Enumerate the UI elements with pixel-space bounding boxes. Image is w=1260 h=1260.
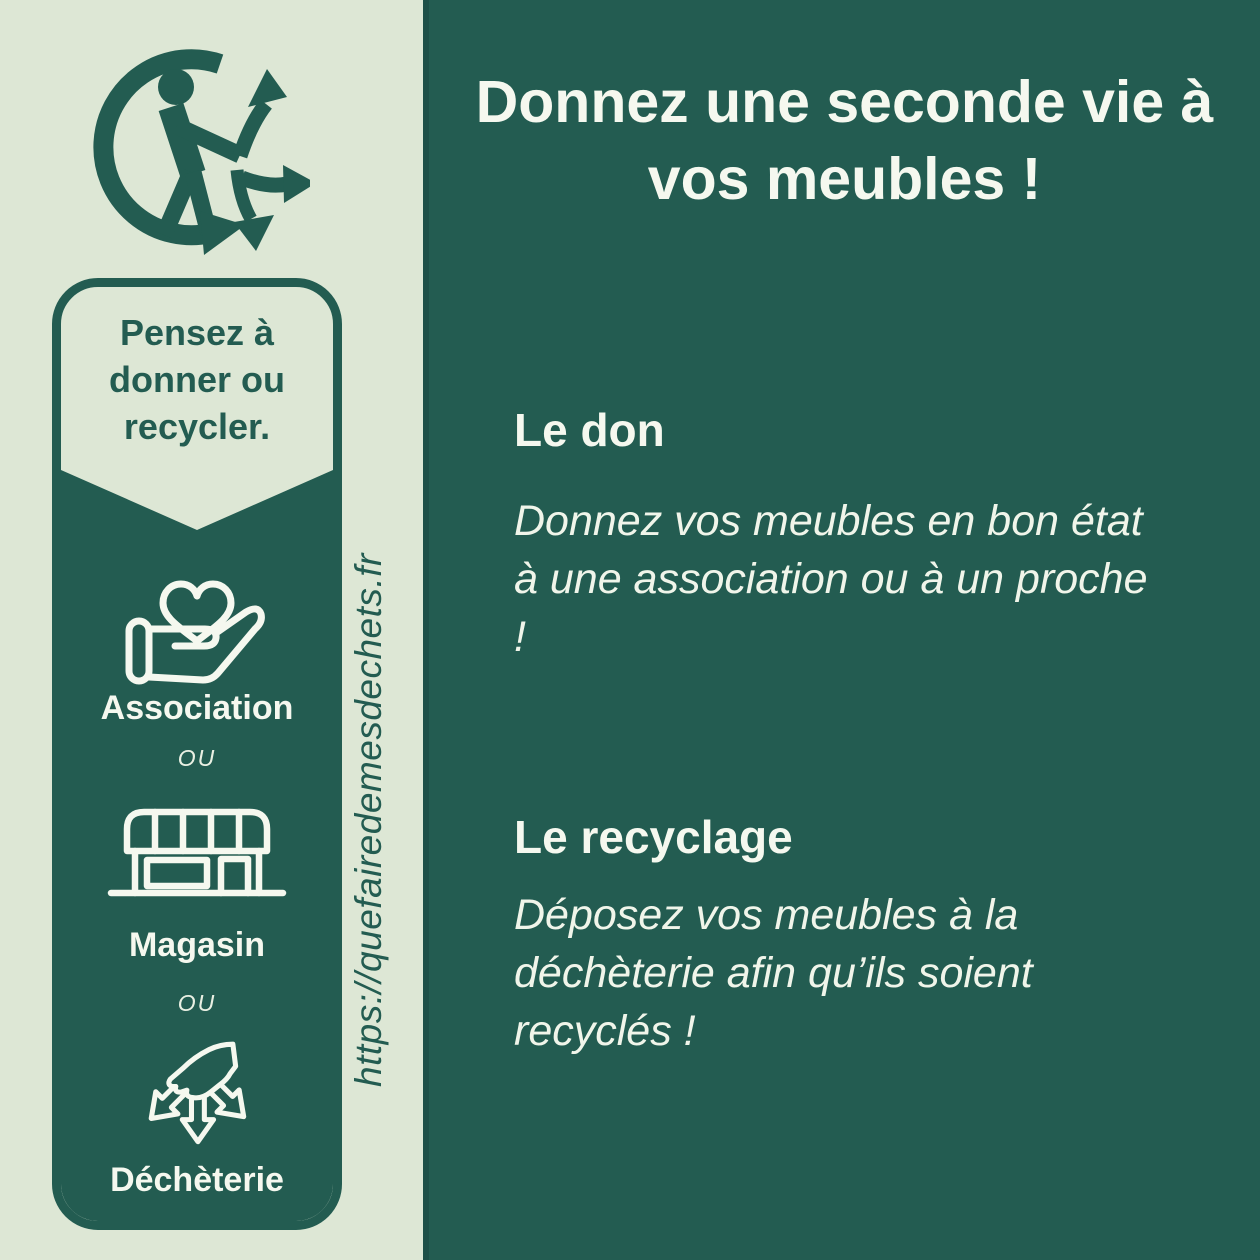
website-url: https://quefairedemesdechets.fr	[348, 553, 389, 1088]
heart-in-hand-icon	[61, 549, 333, 694]
option-label-decheterie: Déchèterie	[110, 1161, 284, 1199]
separator-ou: OU	[177, 990, 217, 1016]
main-panel	[423, 0, 1260, 1260]
donation-banner	[52, 278, 342, 1230]
waste-sorting-hand-icon	[61, 1031, 333, 1158]
section-body-don: Donnez vos meubles en bon état à une association ou à un proche !	[514, 497, 1148, 661]
option-label-magasin: Magasin	[128, 926, 266, 964]
banner-headline: Pensez à donner ou recycler.	[109, 312, 285, 447]
section-body-recyclage: Déposez vos meubles à la déchèterie afin qu’ils soient recyclés !	[514, 891, 1033, 1055]
store-icon	[61, 801, 333, 910]
section-heading-don: Le don	[514, 404, 665, 456]
triman-recycling-logo	[90, 24, 310, 260]
option-label-association: Association	[100, 689, 294, 727]
separator-ou: OU	[177, 745, 217, 771]
page-title: Donnez une seconde vie à vos meubles !	[475, 69, 1214, 212]
section-heading-recyclage: Le recyclage	[514, 811, 793, 863]
